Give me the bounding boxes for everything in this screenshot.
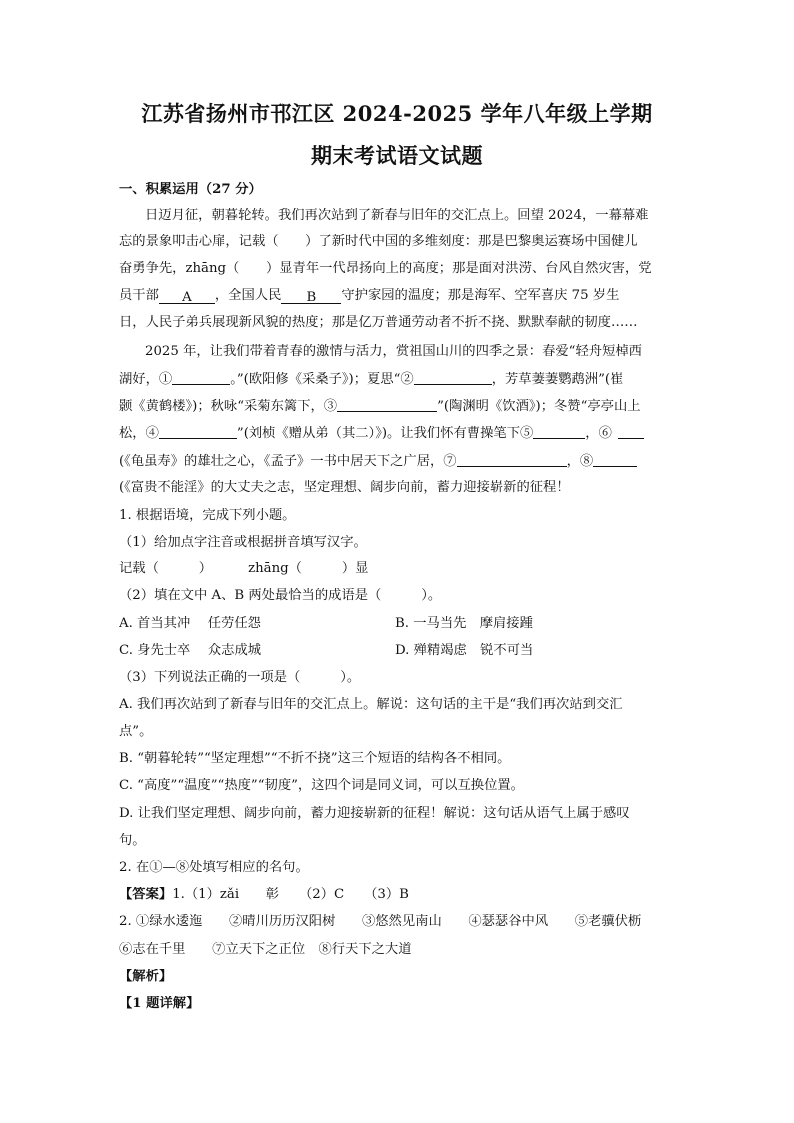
para2-line5-a: (《龟虽寿》的雄壮之心，《孟子》一书中居天下之广居，⑦ bbox=[119, 454, 457, 469]
blank-zhang: zhāng（ ）显 bbox=[248, 561, 369, 576]
para1-line4-text-b: ，全国人民 bbox=[214, 288, 282, 303]
question-1-3: （3）下列说法正确的一项是（ ）。 bbox=[119, 670, 361, 685]
option-b: B. 一马当先 摩肩接踵 bbox=[395, 616, 533, 631]
para1-line4-text-c: 守护家园的温度；那是海军、空军喜庆 75 岁生 bbox=[341, 288, 620, 303]
answer-label: 【答案】 bbox=[119, 887, 173, 902]
statement-a-line2: 点”。 bbox=[119, 724, 153, 739]
para2-line5 bbox=[119, 453, 679, 470]
option-a: A. 首当其冲 任劳任怨 bbox=[119, 616, 261, 631]
para2-line5-b: ，⑧ bbox=[566, 454, 594, 469]
blank-8 bbox=[593, 453, 637, 467]
question-1-2: （2）填在文中 A、B 两处最恰当的成语是（ ）。 bbox=[119, 588, 442, 603]
section-heading: 一、积累运用（27 分） bbox=[119, 182, 262, 197]
blank-1 bbox=[172, 371, 230, 385]
para1-line3: 奋勇争先，zhāng（ ）显青年一代昂扬向上的高度；那是面对洪涝、台风自然灾害，党 bbox=[119, 261, 652, 276]
blank-A: A bbox=[159, 290, 215, 304]
para1-line4-text-a: 员干部 bbox=[119, 288, 159, 303]
option-d: D. 殚精竭虑 锐不可当 bbox=[395, 643, 534, 658]
statement-c: C. “高度”“温度”“热度”“韧度”，这四个词是同义词，可以互换位置。 bbox=[119, 778, 524, 793]
blank-B: B bbox=[281, 290, 341, 304]
para2-line4-a: 松，④ bbox=[119, 426, 159, 441]
para2-line4-c: ，⑥ bbox=[585, 426, 612, 441]
blank-record: 记载（ ） bbox=[119, 561, 213, 576]
statement-a-line1: A. 我们再次站到了新春与旧年的交汇点上。解说：这句话的主干是“我们再次站到交汇 bbox=[119, 697, 623, 712]
options-row-2 bbox=[119, 643, 679, 659]
statement-d-line1: D. 让我们坚定理想、阔步向前，蓄力迎接崭新的征程！解说：这句话从语气上属于感叹 bbox=[119, 806, 630, 821]
statement-d-line2: 句。 bbox=[119, 833, 146, 848]
blank-3 bbox=[337, 398, 437, 412]
blank-4 bbox=[159, 425, 237, 439]
para2-line4 bbox=[119, 425, 679, 442]
options-row-1 bbox=[119, 616, 679, 632]
detail-heading: 【1 题详解】 bbox=[119, 996, 200, 1011]
question-1-1-blanks bbox=[119, 561, 679, 577]
question-1: 1. 根据语境，完成下列小题。 bbox=[119, 508, 296, 523]
para2-line4-b: ”(刘桢《赠从弟（其二）》)。让我们怀有曹操笔下⑤ bbox=[236, 426, 534, 441]
para2-line3-b: ”(陶渊明《饮酒》)；冬赞“亭亭山上 bbox=[437, 399, 641, 414]
answer-2-line2: ⑥志在千里 ⑦立天下之正位 ⑧行天下之大道 bbox=[119, 942, 412, 957]
blank-2 bbox=[414, 371, 492, 385]
question-1-1: （1）给加点字注音或根据拼音填写汉字。 bbox=[119, 535, 367, 550]
analysis-heading: 【解析】 bbox=[119, 969, 173, 984]
para2-line2 bbox=[119, 371, 679, 388]
para1-line4 bbox=[119, 288, 679, 304]
para2-line3-a: 颢《黄鹤楼》)；秋咏“采菊东篱下，③ bbox=[119, 399, 338, 414]
statement-b: B. “朝暮轮转”“坚定理想”“不折不挠”这三个短语的结构各不相同。 bbox=[119, 751, 511, 766]
option-c: C. 身先士卒 众志成城 bbox=[119, 643, 262, 658]
blank-6 bbox=[618, 425, 644, 439]
para2-line1: 2025 年，让我们带着青春的激情与活力，赏祖国山川的四季之景：春爱“轻舟短棹西 bbox=[145, 344, 642, 359]
exam-title-line1: 江苏省扬州市邗江区 2024-2025 学年八年级上学期 bbox=[141, 101, 653, 126]
blank-7 bbox=[457, 453, 567, 467]
exam-title-line2: 期末考试语文试题 bbox=[311, 143, 483, 168]
answer-1: 1.（1）zǎi 彰 （2）C （3）B bbox=[172, 887, 409, 902]
para2-line2-b: 。”(欧阳修《采桑子》)；夏思“② bbox=[230, 372, 414, 387]
para2-line2-c: ，芳草萋萋鹦鹉洲”(崔 bbox=[491, 372, 624, 387]
question-2: 2. 在①—⑧处填写相应的名句。 bbox=[119, 860, 309, 875]
answer-line1 bbox=[119, 887, 679, 903]
para1-line1: 日迈月征，朝暮轮转。我们再次站到了新春与旧年的交汇点上。回望 2024，一幕幕难 bbox=[145, 208, 649, 223]
answer-2-line1: 2. ①绿水逶迤 ②晴川历历汉阳树 ③悠然见南山 ④瑟瑟谷中风 ⑤老骥伏枥 bbox=[119, 914, 642, 929]
para2-line2-a: 湖好，① bbox=[119, 372, 173, 387]
para1-line2: 忘的景象叩击心扉，记载（ ）了新时代中国的多维刻度：那是巴黎奥运赛场中国健儿 bbox=[119, 234, 638, 249]
para2-line3 bbox=[119, 398, 679, 415]
blank-5 bbox=[533, 425, 585, 439]
para1-line5: 日，人民子弟兵展现新风貌的热度；那是亿万普通劳动者不折不挠、默默奉献的韧度…… bbox=[119, 315, 638, 330]
para2-line6: (《富贵不能淫》的大丈夫之志，坚定理想、阔步向前，蓄力迎接崭新的征程！ bbox=[119, 480, 570, 495]
